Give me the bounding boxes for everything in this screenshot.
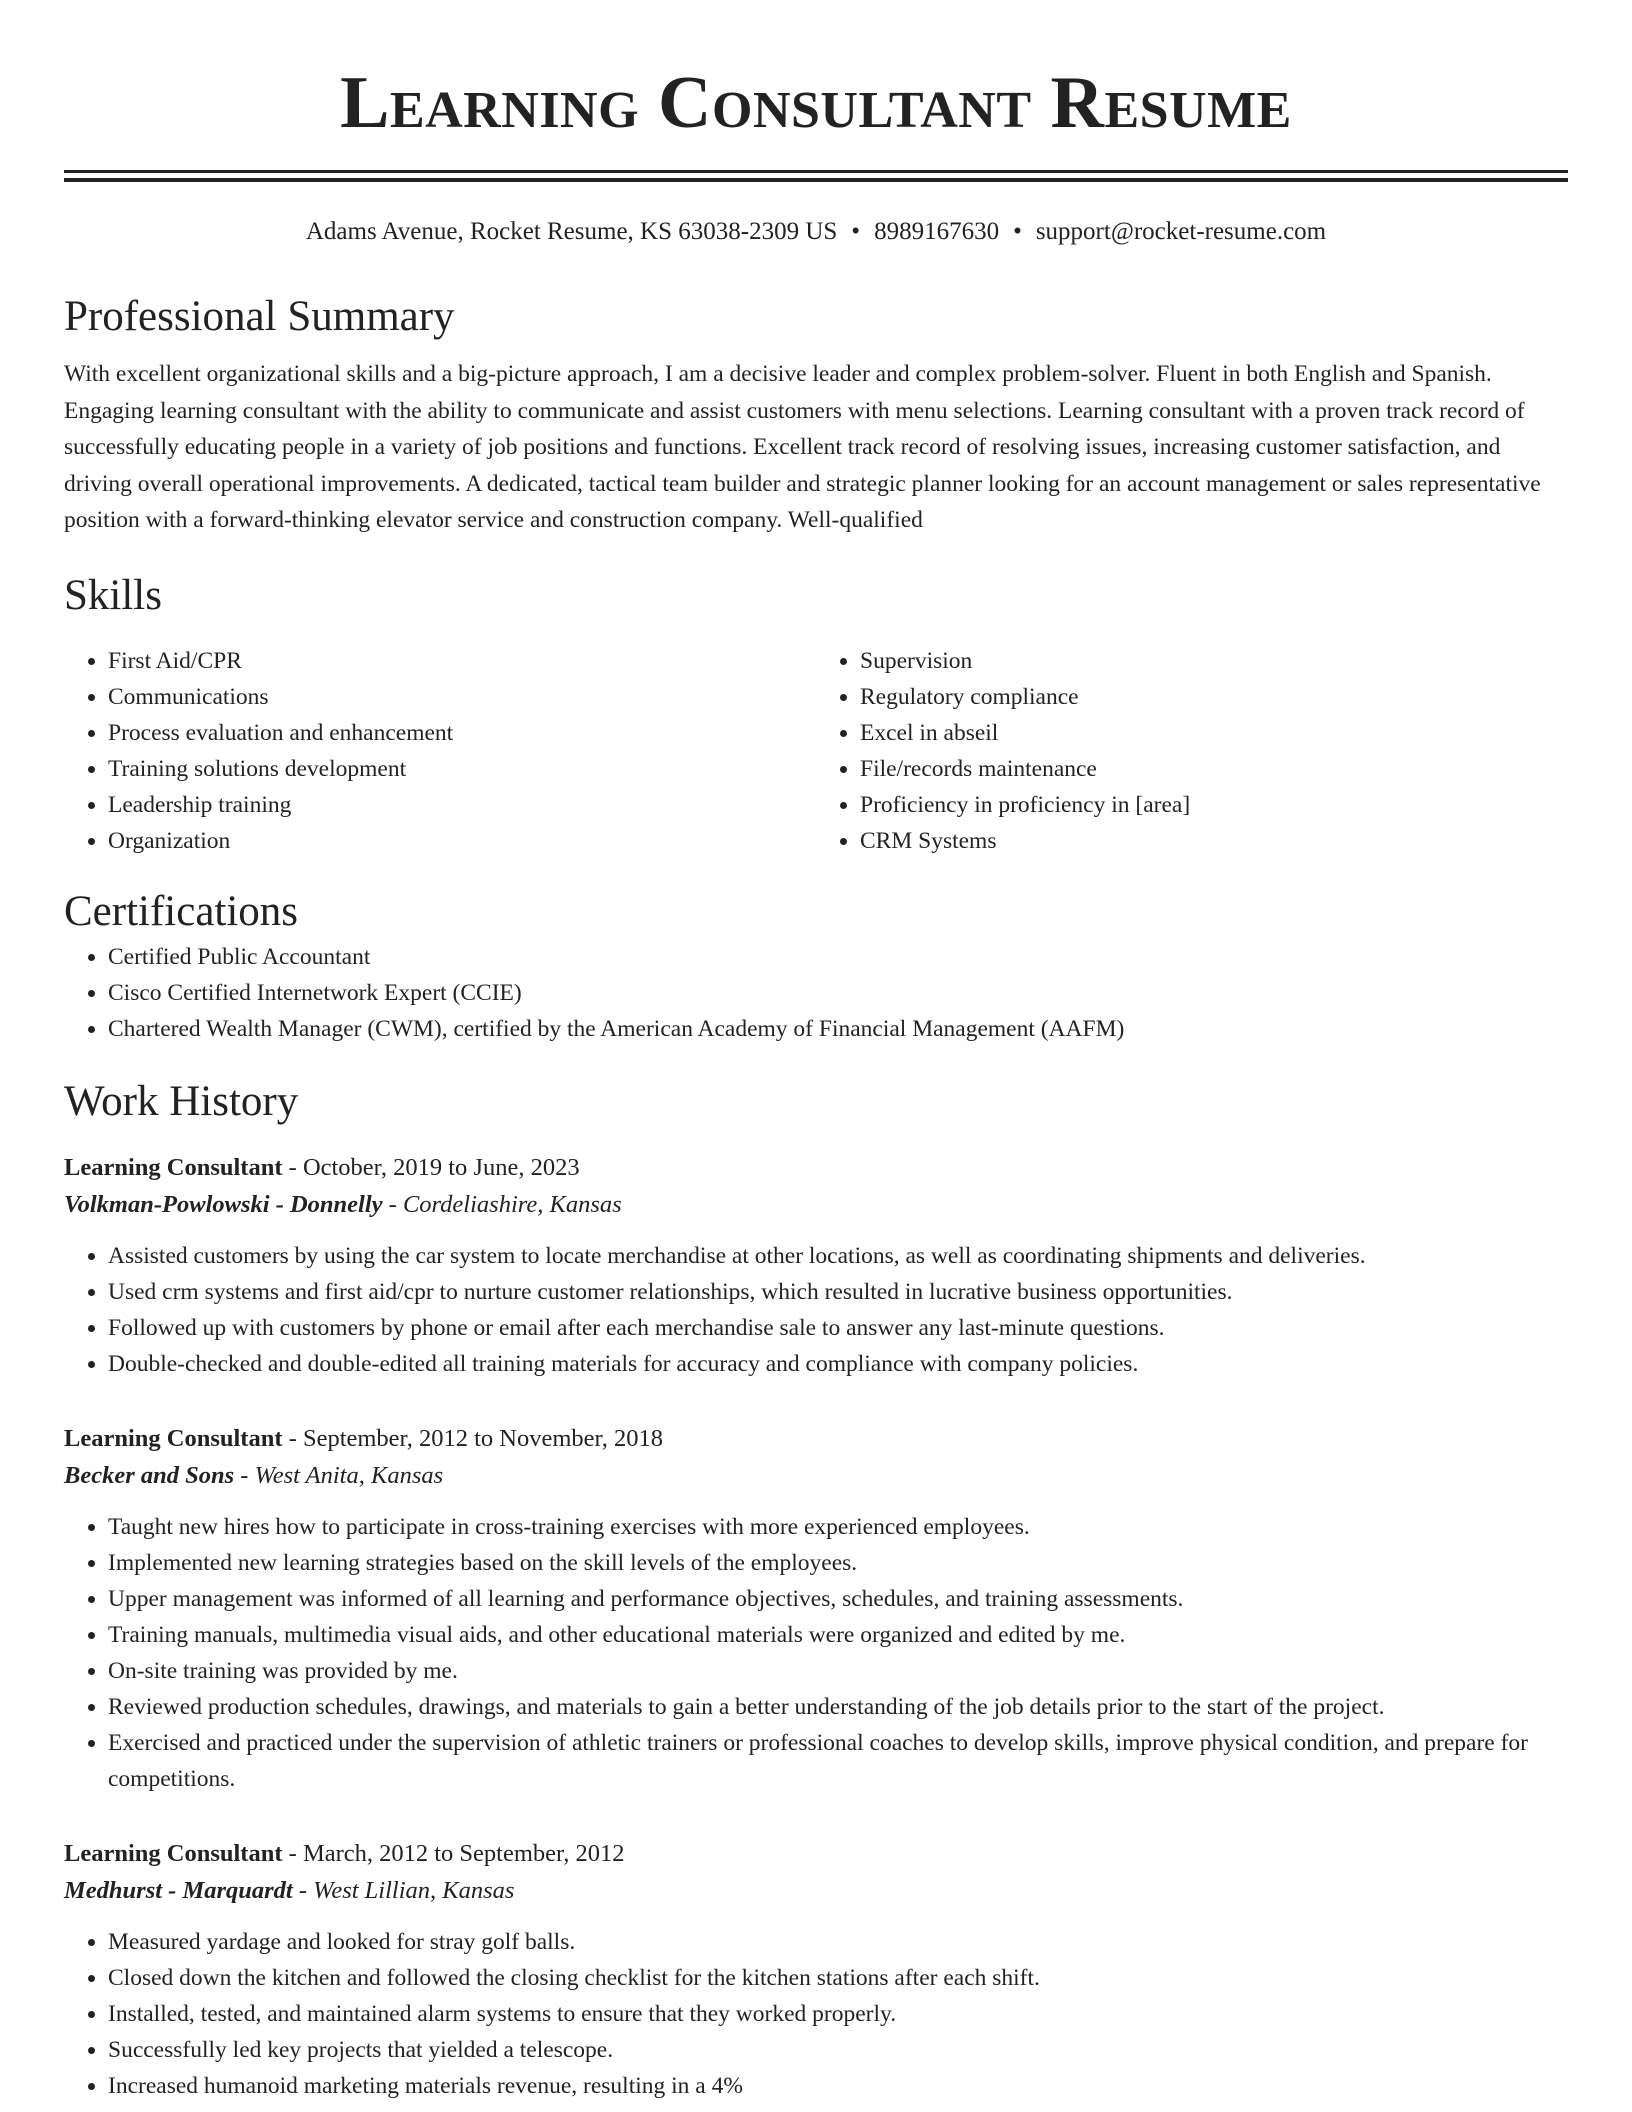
skills-grid — [64, 643, 1568, 859]
job-entry — [64, 1835, 1568, 2104]
job-bullet: • Successfully led key projects that yielded a telescope. — [108, 2032, 1568, 2068]
skill-item: • Regulatory compliance — [860, 679, 1568, 715]
company-name: Volkman-Powlowski - Donnelly — [64, 1190, 383, 1218]
summary-heading: Professional Summary — [64, 293, 455, 340]
certifications-list — [64, 939, 1568, 1047]
skill-item: • Training solutions development — [108, 751, 816, 787]
job-entry — [64, 1149, 1568, 1382]
job-entry — [64, 1420, 1568, 1797]
company-location: West Anita, Kansas — [254, 1461, 444, 1489]
dash: - — [292, 1876, 314, 1904]
certification-item: • Chartered Wealth Manager (CWM), certified by the American Academy of Financial Management (AAFM) — [108, 1011, 1568, 1047]
company-line — [64, 1872, 1568, 1910]
job-bullet: • Measured yardage and looked for stray golf balls. — [108, 1924, 1568, 1960]
job-title-line — [64, 1149, 1568, 1186]
job-title-line — [64, 1420, 1568, 1457]
skill-item: • Supervision — [860, 643, 1568, 679]
job-bullet: • Increased humanoid marketing materials revenue, resulting in a 4% — [108, 2068, 1568, 2104]
skill-item: • CRM Systems — [860, 823, 1568, 859]
skills-heading: Skills — [64, 571, 162, 619]
company-location: Cordeliashire, Kansas — [402, 1190, 622, 1218]
job-bullet: • Exercised and practiced under the supervision of athletic trainers or professional coaches to develop skills, improve physical condition, and prepare for competitions. — [108, 1725, 1568, 1797]
contact-phone: 8989167630 — [874, 218, 1000, 245]
job-bullet: • Installed, tested, and maintained alarm systems to ensure that they worked properly. — [108, 1996, 1568, 2032]
job-bullet: • Taught new hires how to participate in cross-training exercises with more experienced employees. — [108, 1509, 1568, 1545]
job-dates: October, 2019 to June, 2023 — [302, 1153, 580, 1181]
contact-separator: • — [851, 218, 861, 245]
title-divider — [64, 170, 1568, 182]
job-bullet: • On-site training was provided by me. — [108, 1653, 1568, 1689]
contact-separator: • — [1013, 218, 1022, 245]
job-bullet: • Assisted customers by using the car system to locate merchandise at other locations, as well as coordinating shipments and deliveries. — [108, 1238, 1568, 1274]
page-title: Learning Consultant Resume — [340, 62, 1292, 144]
job-bullet: • Implemented new learning strategies based on the skill levels of the employees. — [108, 1545, 1568, 1581]
dash: - — [382, 1190, 403, 1218]
skill-item: • Communications — [108, 679, 816, 715]
job-role: Learning Consultant — [64, 1424, 283, 1452]
summary-text: With excellent organizational skills and a big-picture approach, I am a decisive leader and complex problem-solver. Fluent in both English and Spanish. Engaging learning consultant with the ability to communicate and assist customers with menu selections. Learning consultant with a proven track record of successfully educating people in a variety of job positions and functions. Excellent track record of resolving issues, increasing customer satisfaction, and driving overall operational improvements. A dedicated, tactical team builder and strategic planner looking for an account management or sales representative position with a forward-thinking elevator service and construction company. Well-qualified — [64, 361, 1541, 533]
skill-item: • Leadership training — [108, 787, 816, 823]
job-bullet: • Upper management was informed of all learning and performance objectives, schedules, and training assessments. — [108, 1581, 1568, 1617]
contact-address: Adams Avenue, Rocket Resume, KS 63038-2309 US — [305, 218, 838, 245]
company-line — [64, 1457, 1568, 1495]
skills-list-left — [64, 643, 816, 859]
job-title-line — [64, 1835, 1568, 1872]
dash: - — [234, 1461, 255, 1489]
skill-item: • First Aid/CPR — [108, 643, 816, 679]
job-bullet: • Closed down the kitchen and followed the closing checklist for the kitchen stations after each shift. — [108, 1960, 1568, 1996]
job-dates: March, 2012 to September, 2012 — [302, 1839, 625, 1867]
job-role: Learning Consultant — [64, 1839, 283, 1867]
job-bullet: • Reviewed production schedules, drawings, and materials to gain a better understanding of the job details prior to the start of the project. — [108, 1689, 1568, 1725]
certification-item: • Certified Public Accountant — [108, 939, 1568, 975]
contact-line — [64, 216, 1568, 248]
company-location: West Lillian, Kansas — [313, 1876, 515, 1904]
work-history-heading: Work History — [64, 1077, 299, 1125]
contact-email: support@rocket-resume.com — [1035, 218, 1327, 245]
job-bullets — [64, 1509, 1568, 1797]
dash: - — [282, 1839, 303, 1867]
skill-item: • Process evaluation and enhancement — [108, 715, 816, 751]
job-bullets — [64, 1238, 1568, 1382]
dash: - — [282, 1153, 303, 1181]
skill-item: • File/records maintenance — [860, 751, 1568, 787]
certification-item: • Cisco Certified Internetwork Expert (CCIE) — [108, 975, 1568, 1011]
job-bullets — [64, 1924, 1568, 2104]
job-bullet: • Double-checked and double-edited all training materials for accuracy and compliance with company policies. — [108, 1346, 1568, 1382]
company-name: Becker and Sons — [64, 1461, 235, 1489]
certifications-heading: Certifications — [64, 887, 299, 935]
skill-item: • Excel in abseil — [860, 715, 1568, 751]
job-role: Learning Consultant — [64, 1153, 283, 1181]
company-line — [64, 1186, 1568, 1224]
job-dates: September, 2012 to November, 2018 — [302, 1424, 663, 1452]
skill-item: • Proficiency in proficiency in [area] — [860, 787, 1568, 823]
skills-list-right — [816, 643, 1568, 859]
skill-item: • Organization — [108, 823, 816, 859]
company-name: Medhurst - Marquardt — [64, 1876, 293, 1904]
job-bullet: • Used crm systems and first aid/cpr to nurture customer relationships, which resulted in lucrative business opportunities. — [108, 1274, 1568, 1310]
dash: - — [282, 1424, 303, 1452]
job-bullet: • Training manuals, multimedia visual aids, and other educational materials were organized and edited by me. — [108, 1617, 1568, 1653]
job-bullet: • Followed up with customers by phone or email after each merchandise sale to answer any last-minute questions. — [108, 1310, 1568, 1346]
